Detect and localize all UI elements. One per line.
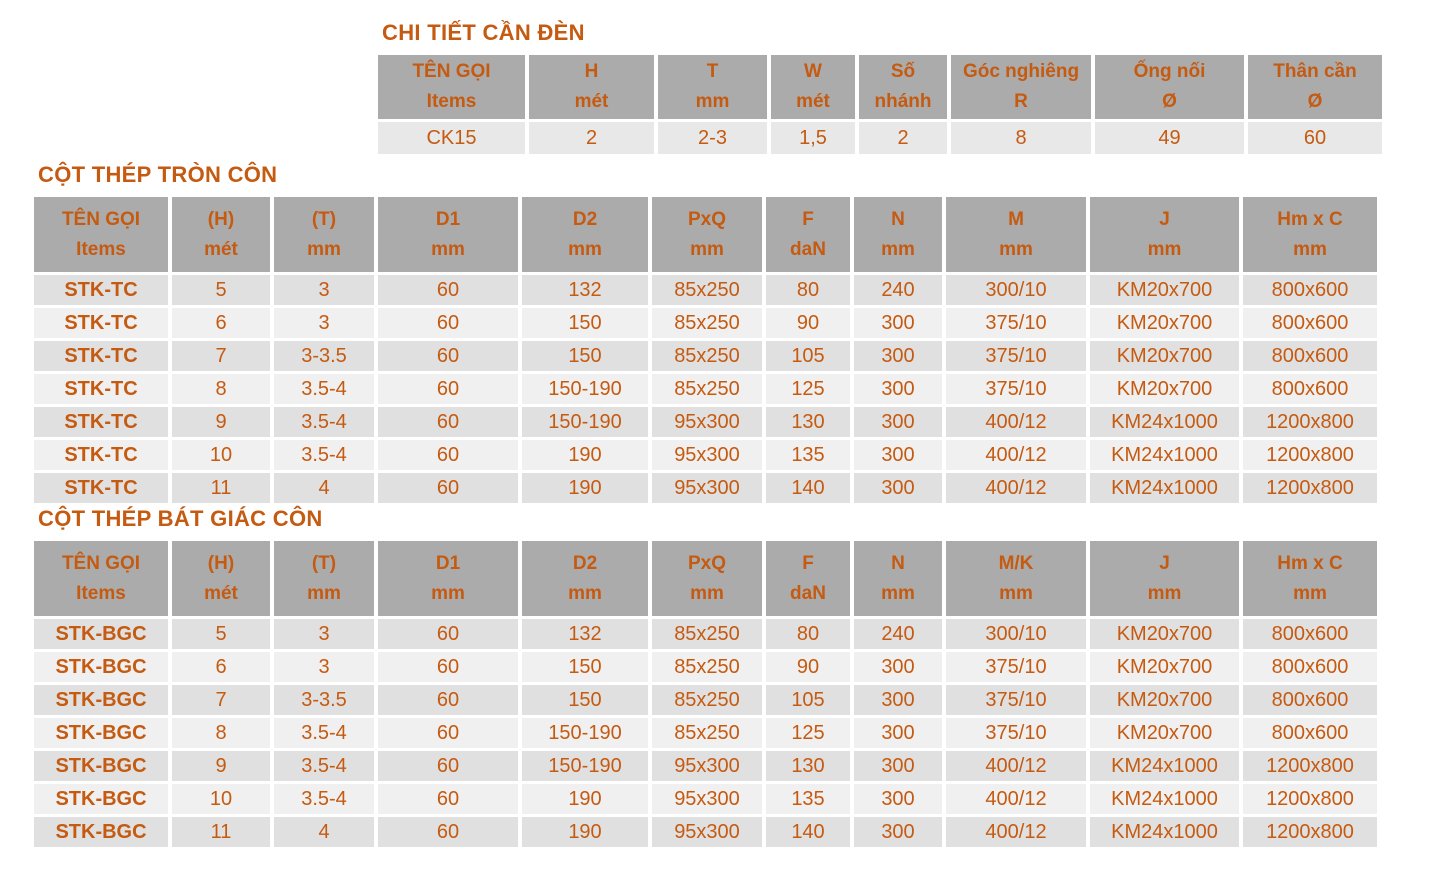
column-header-unit: Ø (1307, 91, 1323, 112)
table-cell: 1200x800 (1243, 440, 1377, 470)
table-row (34, 619, 1377, 649)
table-cell: 135 (766, 440, 850, 470)
column-header-label: T (706, 61, 719, 82)
column-header-label: Hm x C (1277, 552, 1343, 574)
table-cell: 90 (766, 308, 850, 338)
header-row (378, 55, 1382, 119)
column-header-label: Góc nghiêng (962, 61, 1080, 82)
can-den-details-section (374, 20, 1386, 157)
table-cell: 60 (378, 308, 518, 338)
table-cell: 2 (529, 122, 654, 154)
column-header-unit: mét (574, 91, 609, 112)
table-cell: 60 (378, 685, 518, 715)
octagonal-cone-pole-table (30, 538, 1381, 850)
table-cell: 800x600 (1243, 718, 1377, 748)
column-header (946, 197, 1086, 272)
table-cell: 300 (854, 473, 942, 503)
table-cell: 300 (854, 308, 942, 338)
table-cell: 150 (522, 341, 648, 371)
table-row (34, 308, 1377, 338)
column-header-unit: Items (76, 582, 126, 604)
table-cell: KM24x1000 (1090, 473, 1239, 503)
column-header (1090, 197, 1239, 272)
table-cell: 3.5-4 (274, 407, 374, 437)
column-header-unit: mm (307, 238, 341, 260)
column-header (34, 197, 168, 272)
table-cell: 10 (172, 440, 270, 470)
table-cell: 85x250 (652, 275, 762, 305)
table-cell: 190 (522, 784, 648, 814)
table-cell: KM24x1000 (1090, 817, 1239, 847)
table-cell: 1200x800 (1243, 784, 1377, 814)
table-cell: STK-BGC (34, 817, 168, 847)
table-cell: 135 (766, 784, 850, 814)
table-cell: 85x250 (652, 652, 762, 682)
column-header-label: (H) (207, 552, 235, 574)
table-cell: KM24x1000 (1090, 440, 1239, 470)
table-cell: 375/10 (946, 718, 1086, 748)
table-cell: 300 (854, 374, 942, 404)
column-header-label: W (804, 61, 822, 82)
table-cell: 1200x800 (1243, 817, 1377, 847)
table-cell: 3.5-4 (274, 718, 374, 748)
table-row (378, 122, 1382, 154)
table-cell: 300/10 (946, 619, 1086, 649)
table-cell: 300 (854, 440, 942, 470)
column-header (951, 55, 1091, 119)
table-row (34, 440, 1377, 470)
column-header (522, 197, 648, 272)
table-cell: 60 (378, 784, 518, 814)
table-cell: 2 (859, 122, 947, 154)
table-cell: 3 (274, 308, 374, 338)
column-header-label: N (891, 552, 905, 574)
table-cell: 11 (172, 473, 270, 503)
column-header (274, 197, 374, 272)
table-row (34, 374, 1377, 404)
column-header (172, 541, 270, 616)
table-row (34, 275, 1377, 305)
table-cell: 800x600 (1243, 341, 1377, 371)
table-cell: 105 (766, 341, 850, 371)
column-header-unit: mm (1293, 582, 1327, 604)
column-header-label: F (802, 208, 814, 230)
table-cell: 85x250 (652, 341, 762, 371)
column-header (1090, 541, 1239, 616)
table-cell: 125 (766, 718, 850, 748)
table-cell: 300/10 (946, 275, 1086, 305)
table-cell: 85x250 (652, 308, 762, 338)
column-header-unit: mm (999, 582, 1033, 604)
table-cell: 3 (274, 652, 374, 682)
table-cell: STK-TC (34, 275, 168, 305)
column-header-label: D2 (572, 552, 598, 574)
table-cell: 300 (854, 718, 942, 748)
table-cell: 9 (172, 751, 270, 781)
table-title-round-cone-pole: CỘT THÉP TRÒN CÔN (38, 162, 278, 187)
table-cell: 190 (522, 440, 648, 470)
column-header-unit: mm (1147, 582, 1182, 604)
table-cell: STK-BGC (34, 784, 168, 814)
column-header (854, 197, 942, 272)
column-header (1243, 541, 1377, 616)
column-header-label: Số (890, 61, 916, 82)
table-cell: 375/10 (946, 685, 1086, 715)
column-header-unit: mét (204, 238, 238, 260)
table-cell: 60 (378, 652, 518, 682)
table-cell: KM20x700 (1090, 374, 1239, 404)
table-cell: 11 (172, 817, 270, 847)
table-cell: 60 (378, 374, 518, 404)
table-cell: KM24x1000 (1090, 407, 1239, 437)
table-cell: 1200x800 (1243, 407, 1377, 437)
table-cell: 7 (172, 685, 270, 715)
column-header (1095, 55, 1244, 119)
table-row (34, 817, 1377, 847)
column-header-label: M (1008, 208, 1024, 230)
table-cell: STK-TC (34, 473, 168, 503)
table-cell: 150 (522, 685, 648, 715)
column-header (378, 541, 518, 616)
column-header-label: D1 (435, 208, 461, 230)
column-header-label: N (891, 208, 905, 230)
table-cell: 95x300 (652, 751, 762, 781)
table-cell: 1,5 (771, 122, 855, 154)
table-cell: 240 (854, 275, 942, 305)
table-cell: 130 (766, 407, 850, 437)
table-cell: 3-3.5 (274, 341, 374, 371)
column-header-label: Ống nối (1133, 61, 1206, 82)
table-cell: STK-TC (34, 374, 168, 404)
column-header-unit: mm (690, 582, 724, 604)
table-cell: 150 (522, 652, 648, 682)
column-header-unit: mm (568, 582, 602, 604)
table-cell: 95x300 (652, 407, 762, 437)
header-row (34, 197, 1377, 272)
table-cell: 130 (766, 751, 850, 781)
table-cell: KM20x700 (1090, 341, 1239, 371)
table-row (34, 407, 1377, 437)
column-header-label: Hm x C (1277, 208, 1343, 230)
table-cell: 800x600 (1243, 652, 1377, 682)
column-header-label: (T) (311, 208, 337, 230)
table-cell: 240 (854, 619, 942, 649)
column-header-unit: mm (568, 238, 602, 260)
table-cell: 300 (854, 817, 942, 847)
column-header-unit: mét (204, 582, 238, 604)
table-cell: 800x600 (1243, 619, 1377, 649)
table-cell: STK-BGC (34, 751, 168, 781)
table-cell: KM24x1000 (1090, 751, 1239, 781)
table-cell: 8 (172, 374, 270, 404)
column-header-unit: nhánh (874, 91, 932, 112)
column-header (274, 541, 374, 616)
column-header-label: H (584, 61, 599, 82)
column-header-unit: mm (881, 582, 915, 604)
column-header (652, 541, 762, 616)
table-cell: 10 (172, 784, 270, 814)
table-cell: 400/12 (946, 817, 1086, 847)
table-cell: 140 (766, 817, 850, 847)
column-header-unit: mét (796, 91, 830, 112)
table-cell: 60 (1248, 122, 1382, 154)
table-cell: 150-190 (522, 374, 648, 404)
can-den-table (374, 52, 1386, 157)
table-cell: STK-TC (34, 440, 168, 470)
column-header-unit: R (1014, 91, 1028, 112)
table-cell: 8 (951, 122, 1091, 154)
column-header (1248, 55, 1382, 119)
table-cell: 300 (854, 685, 942, 715)
table-cell: 60 (378, 751, 518, 781)
table-cell: 132 (522, 619, 648, 649)
table-cell: 90 (766, 652, 850, 682)
column-header-unit: mm (1147, 238, 1182, 260)
table-cell: 95x300 (652, 817, 762, 847)
column-header-unit: mm (690, 238, 724, 260)
column-header (771, 55, 855, 119)
column-header-unit: mm (431, 582, 465, 604)
column-header (529, 55, 654, 119)
column-header-unit: daN (790, 582, 826, 604)
column-header-unit: daN (790, 238, 826, 260)
table-cell: 60 (378, 817, 518, 847)
table-cell: STK-TC (34, 308, 168, 338)
column-header (766, 197, 850, 272)
table-cell: 5 (172, 275, 270, 305)
table-cell: 1200x800 (1243, 751, 1377, 781)
table-cell: 800x600 (1243, 374, 1377, 404)
table-cell: 300 (854, 652, 942, 682)
table-cell: 80 (766, 619, 850, 649)
table-cell: 60 (378, 275, 518, 305)
column-header (859, 55, 947, 119)
table-cell: STK-BGC (34, 718, 168, 748)
table-row (34, 652, 1377, 682)
table-title-can-den: CHI TIẾT CẦN ĐÈN (382, 20, 585, 45)
column-header-label: D2 (572, 208, 598, 230)
table-cell: KM24x1000 (1090, 784, 1239, 814)
column-header-label: F (802, 552, 814, 574)
table-cell: STK-BGC (34, 685, 168, 715)
round-cone-pole-section (30, 162, 1381, 506)
table-cell: STK-BGC (34, 652, 168, 682)
column-header (854, 541, 942, 616)
table-cell: 300 (854, 341, 942, 371)
table-cell: CK15 (378, 122, 525, 154)
table-cell: 3.5-4 (274, 440, 374, 470)
column-header-label: TÊN GỌI (412, 61, 491, 82)
column-header-label: PxQ (687, 552, 727, 574)
table-cell: 8 (172, 718, 270, 748)
column-header (946, 541, 1086, 616)
table-cell: KM20x700 (1090, 652, 1239, 682)
column-header-unit: mm (999, 238, 1033, 260)
table-cell: KM20x700 (1090, 275, 1239, 305)
table-title-octagonal-cone-pole: CỘT THÉP BÁT GIÁC CÔN (38, 506, 323, 531)
table-cell: 60 (378, 440, 518, 470)
column-header (378, 55, 525, 119)
table-cell: 800x600 (1243, 275, 1377, 305)
column-header (766, 541, 850, 616)
table-cell: 3.5-4 (274, 784, 374, 814)
table-cell: 95x300 (652, 473, 762, 503)
column-header-label: TÊN GỌI (61, 208, 141, 230)
table-cell: KM20x700 (1090, 308, 1239, 338)
column-header-unit: Items (426, 91, 477, 112)
column-header-unit: mm (1293, 238, 1327, 260)
column-header (34, 541, 168, 616)
table-cell: 105 (766, 685, 850, 715)
table-cell: 49 (1095, 122, 1244, 154)
table-cell: 400/12 (946, 440, 1086, 470)
table-cell: 125 (766, 374, 850, 404)
table-cell: 4 (274, 473, 374, 503)
table-cell: 140 (766, 473, 850, 503)
table-cell: 60 (378, 718, 518, 748)
column-header (522, 541, 648, 616)
table-row (34, 751, 1377, 781)
table-cell: 300 (854, 407, 942, 437)
table-cell: 95x300 (652, 440, 762, 470)
round-cone-pole-table (30, 194, 1381, 506)
table-cell: 60 (378, 473, 518, 503)
table-cell: 3 (274, 619, 374, 649)
table-cell: 400/12 (946, 473, 1086, 503)
table-row (34, 784, 1377, 814)
table-cell: 9 (172, 407, 270, 437)
column-header (378, 197, 518, 272)
table-cell: 60 (378, 619, 518, 649)
table-cell: 150-190 (522, 751, 648, 781)
table-cell: 6 (172, 652, 270, 682)
column-header-label: J (1159, 208, 1170, 230)
table-cell: 132 (522, 275, 648, 305)
table-cell: 375/10 (946, 308, 1086, 338)
column-header-unit: mm (431, 238, 465, 260)
table-row (34, 685, 1377, 715)
table-cell: 1200x800 (1243, 473, 1377, 503)
column-header-unit: mm (695, 91, 730, 112)
octagonal-cone-pole-section (30, 506, 1381, 850)
column-header-label: J (1159, 552, 1170, 574)
table-cell: 6 (172, 308, 270, 338)
table-cell: 3-3.5 (274, 685, 374, 715)
table-cell: STK-BGC (34, 619, 168, 649)
table-cell: 300 (854, 751, 942, 781)
column-header-label: D1 (435, 552, 461, 574)
column-header (652, 197, 762, 272)
column-header (1243, 197, 1377, 272)
table-cell: KM20x700 (1090, 619, 1239, 649)
column-header (172, 197, 270, 272)
table-cell: 150-190 (522, 407, 648, 437)
table-cell: STK-TC (34, 341, 168, 371)
table-cell: KM20x700 (1090, 718, 1239, 748)
table-cell: STK-TC (34, 407, 168, 437)
table-cell: 60 (378, 407, 518, 437)
table-cell: 800x600 (1243, 308, 1377, 338)
table-cell: 150-190 (522, 718, 648, 748)
table-cell: 95x300 (652, 784, 762, 814)
column-header-label: (H) (207, 208, 235, 230)
table-cell: 3.5-4 (274, 374, 374, 404)
table-cell: 85x250 (652, 685, 762, 715)
table-cell: 800x600 (1243, 685, 1377, 715)
table-row (34, 341, 1377, 371)
table-row (34, 473, 1377, 503)
column-header-label: Thân cần (1273, 61, 1357, 82)
table-cell: 190 (522, 817, 648, 847)
table-cell: 400/12 (946, 784, 1086, 814)
column-header-unit: mm (307, 582, 341, 604)
header-row (34, 541, 1377, 616)
table-cell: 7 (172, 341, 270, 371)
table-cell: 150 (522, 308, 648, 338)
table-cell: 300 (854, 784, 942, 814)
table-cell: 5 (172, 619, 270, 649)
table-cell: 190 (522, 473, 648, 503)
column-header-label: PxQ (687, 208, 727, 230)
table-cell: 4 (274, 817, 374, 847)
table-cell: 3 (274, 275, 374, 305)
table-cell: 60 (378, 341, 518, 371)
table-cell: 400/12 (946, 751, 1086, 781)
table-cell: 80 (766, 275, 850, 305)
table-cell: 85x250 (652, 374, 762, 404)
column-header (658, 55, 767, 119)
table-cell: KM20x700 (1090, 685, 1239, 715)
table-cell: 400/12 (946, 407, 1086, 437)
table-cell: 3.5-4 (274, 751, 374, 781)
table-cell: 375/10 (946, 652, 1086, 682)
column-header-unit: Items (76, 238, 126, 260)
column-header-label: (T) (311, 552, 337, 574)
column-header-label: M/K (998, 552, 1034, 574)
table-cell: 375/10 (946, 374, 1086, 404)
column-header-unit: mm (881, 238, 915, 260)
column-header-unit: Ø (1162, 91, 1177, 112)
table-row (34, 718, 1377, 748)
table-cell: 85x250 (652, 718, 762, 748)
column-header-label: TÊN GỌI (61, 552, 141, 574)
table-cell: 375/10 (946, 341, 1086, 371)
table-cell: 2-3 (658, 122, 767, 154)
table-cell: 85x250 (652, 619, 762, 649)
